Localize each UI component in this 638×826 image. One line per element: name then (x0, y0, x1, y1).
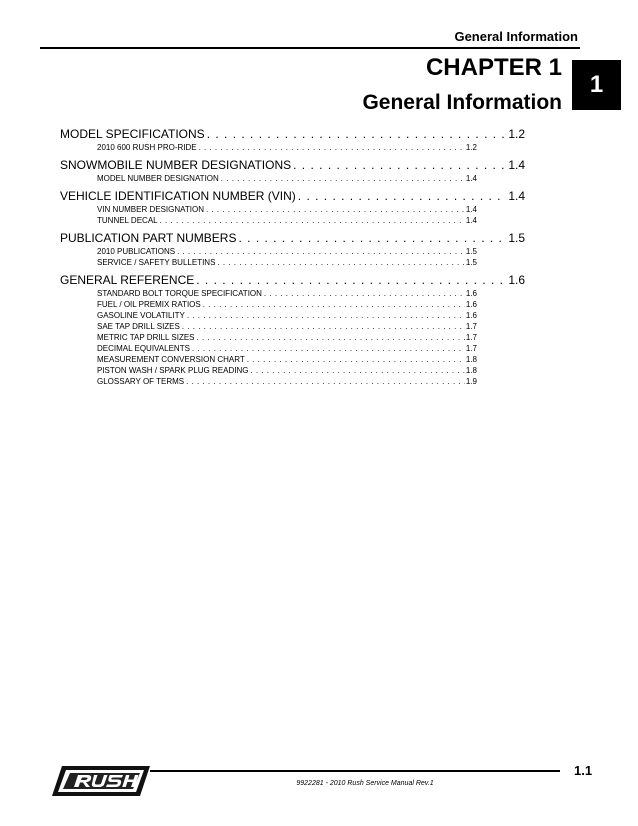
toc-leader-dots (206, 205, 465, 214)
toc-subsection-entry[interactable] (97, 216, 477, 226)
toc-leader-dots (186, 377, 465, 386)
toc-subsection-page: 1.6 (465, 311, 477, 320)
toc-leader-dots (177, 247, 465, 256)
toc-subsection-page: 1.8 (465, 355, 477, 364)
toc-section-entry[interactable] (60, 273, 525, 287)
toc-subsection-entry[interactable] (97, 143, 477, 153)
toc-leader-dots (298, 189, 508, 203)
toc-section-title: GENERAL REFERENCE (60, 273, 195, 287)
toc-section-page: 1.4 (508, 189, 525, 203)
toc-section-entry[interactable] (60, 127, 525, 141)
header-rule (40, 47, 580, 49)
toc-subsection-title: PISTON WASH / SPARK PLUG READING (97, 366, 249, 375)
toc-subsection-title: 2010 PUBLICATIONS (97, 247, 176, 256)
toc-leader-dots (250, 366, 464, 375)
toc-subsection-title: VIN NUMBER DESIGNATION (97, 205, 204, 214)
chapter-label: CHAPTER 1 (425, 54, 562, 81)
toc-subsection-page: 1.6 (465, 300, 477, 309)
toc-subsection-title: GASOLINE VOLATILITY (97, 311, 185, 320)
toc-section-page: 1.2 (508, 127, 525, 141)
toc-leader-dots (160, 216, 465, 225)
toc-leader-dots (217, 258, 464, 267)
toc-subsection-page: 1.9 (465, 377, 477, 386)
toc-section-title: MODEL SPECIFICATIONS (60, 127, 205, 141)
toc-subsection-title: FUEL / OIL PREMIX RATIOS (97, 300, 201, 309)
toc-subsection-page: 1.5 (465, 247, 477, 256)
toc-subsection-entry[interactable] (97, 300, 477, 310)
toc-leader-dots (293, 158, 507, 172)
toc-subsection-page: 1.5 (465, 258, 477, 267)
toc-section-entry[interactable] (60, 158, 525, 172)
toc-subsection-title: DECIMAL EQUIVALENTS (97, 344, 190, 353)
toc-leader-dots (182, 322, 465, 331)
toc-subsection-page: 1.4 (465, 205, 477, 214)
toc-subsection-entry[interactable] (97, 322, 477, 332)
toc-subsection-entry[interactable] (97, 258, 477, 268)
toc-leader-dots (238, 231, 507, 245)
toc-subsection-entry[interactable] (97, 366, 477, 376)
toc-subsection-entry[interactable] (97, 377, 477, 387)
toc-section-title: SNOWMOBILE NUMBER DESIGNATIONS (60, 158, 292, 172)
toc-section-page: 1.4 (508, 158, 525, 172)
toc-leader-dots (247, 355, 465, 364)
toc-subsection-page: 1.7 (465, 333, 477, 342)
toc-leader-dots (203, 300, 465, 309)
chapter-title: General Information (362, 91, 562, 114)
toc-subsection-title: SAE TAP DRILL SIZES (97, 322, 180, 331)
toc-subsection-page: 1.6 (465, 289, 477, 298)
toc-section-entry[interactable] (60, 231, 525, 245)
toc-subsection-title: MODEL NUMBER DESIGNATION (97, 174, 219, 183)
toc-subsection-page: 1.8 (465, 366, 477, 375)
toc-subsection-title: TUNNEL DECAL (97, 216, 158, 225)
toc-subsection-entry[interactable] (97, 289, 477, 299)
toc-leader-dots (199, 143, 465, 152)
toc-subsection-page: 1.7 (465, 322, 477, 331)
footer-manual-id: 9922281 - 2010 Rush Service Manual Rev.1 (296, 780, 434, 787)
toc-subsection-entry[interactable] (97, 355, 477, 365)
footer-rule (150, 770, 560, 772)
toc-subsection-page: 1.4 (465, 174, 477, 183)
toc-subsection-title: SERVICE / SAFETY BULLETINS (97, 258, 216, 267)
toc-leader-dots (197, 333, 465, 342)
toc-section-title: PUBLICATION PART NUMBERS (60, 231, 237, 245)
toc-subsection-title: GLOSSARY OF TERMS (97, 377, 185, 386)
toc-leader-dots (187, 311, 465, 320)
toc-subsection-entry[interactable] (97, 333, 477, 343)
toc-subsection-entry[interactable] (97, 205, 477, 215)
toc-subsection-entry[interactable] (97, 247, 477, 257)
toc-leader-dots (196, 273, 507, 287)
toc-leader-dots (207, 127, 508, 141)
toc-subsection-title: MEASUREMENT CONVERSION CHART (97, 355, 245, 364)
page-number: 1.1 (574, 763, 593, 778)
toc-subsection-title: STANDARD BOLT TORQUE SPECIFICATION (97, 289, 262, 298)
toc-leader-dots (264, 289, 465, 298)
toc-section-page: 1.6 (508, 273, 525, 287)
toc-subsection-title: 2010 600 RUSH PRO-RIDE (97, 143, 197, 152)
toc-subsection-entry[interactable] (97, 344, 477, 354)
toc-leader-dots (192, 344, 465, 353)
running-header: General Information (454, 29, 578, 44)
toc-section-entry[interactable] (60, 189, 525, 203)
toc-subsection-page: 1.4 (465, 216, 477, 225)
toc-subsection-title: METRIC TAP DRILL SIZES (97, 333, 195, 342)
toc-subsection-page: 1.2 (465, 143, 477, 152)
toc-section-page: 1.5 (508, 231, 525, 245)
chapter-tab: 1 (572, 60, 621, 110)
toc-leader-dots (221, 174, 465, 183)
toc-subsection-entry[interactable] (97, 311, 477, 321)
rush-pro-ride-logo (52, 764, 150, 798)
toc-subsection-page: 1.7 (465, 344, 477, 353)
toc-subsection-entry[interactable] (97, 174, 477, 184)
toc-section-title: VEHICLE IDENTIFICATION NUMBER (VIN) (60, 189, 296, 203)
